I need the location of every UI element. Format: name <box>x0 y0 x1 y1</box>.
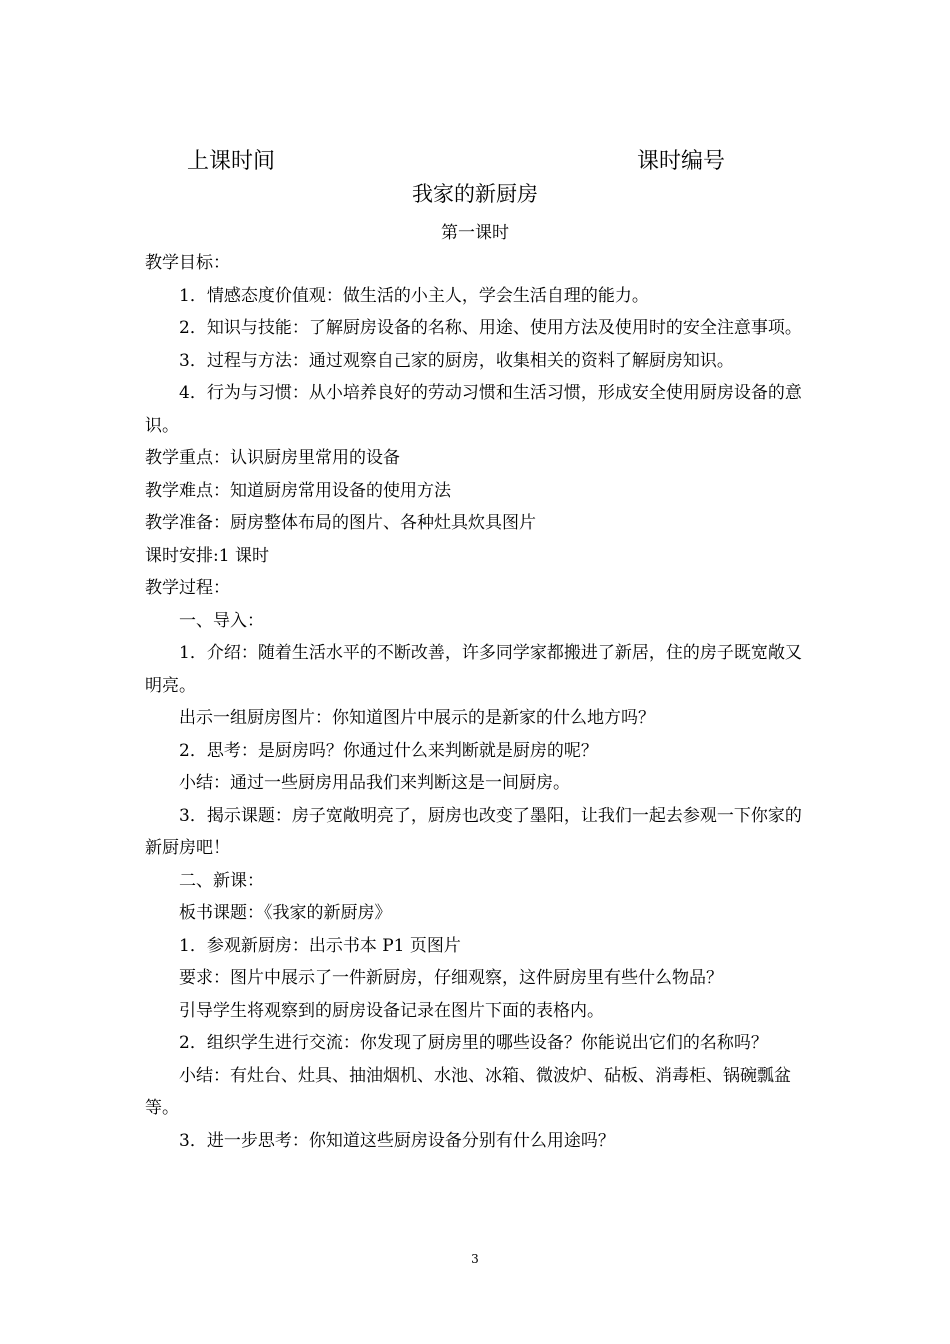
paragraph: 板书课题：《我家的新厨房》 <box>179 903 392 923</box>
document-title: 我家的新厨房 <box>412 182 538 206</box>
paragraph: 教学难点：知道厨房常用设备的使用方法 <box>145 480 451 501</box>
paragraph: 小结：有灶台、灶具、抽油烟机、水池、冰箱、微波炉、砧板、消毒柜、锅碗瓢盆等。 <box>145 1065 791 1118</box>
paragraph: 1．介绍：随着生活水平的不断改善，许多同学家都搬进了新居，住的房子既宽敞又明亮。 <box>145 643 802 696</box>
paragraph: 2．思考：是厨房吗？你通过什么来判断就是厨房的呢？ <box>179 740 598 761</box>
paragraph: 小结：通过一些厨房用品我们来判断这是一间厨房。 <box>179 773 570 793</box>
paragraph: 2．知识与技能：了解厨房设备的名称、用途、使用方法及使用时的安全注意事项。 <box>179 318 802 338</box>
lesson-number-label: 课时编号 <box>637 149 726 174</box>
paragraph: 课时安排:1 课时 <box>145 545 269 566</box>
document-body <box>145 247 809 1157</box>
paragraph: 教学过程： <box>145 578 230 598</box>
paragraph: 教学重点：认识厨房里常用的设备 <box>145 448 400 468</box>
paragraph: 引导学生将观察到的厨房设备记录在图片下面的表格内。 <box>179 1000 604 1021</box>
paragraph: 1．参观新厨房：出示书本 P1 页图片 <box>179 935 461 956</box>
class-time-label: 上课时间 <box>187 149 276 174</box>
paragraph: 教学准备：厨房整体布局的图片、各种灶具炊具图片 <box>145 513 536 533</box>
paragraph: 4．行为与习惯：从小培养良好的劳动习惯和生活习惯，形成安全使用厨房设备的意识。 <box>145 383 802 436</box>
paragraph: 出示一组厨房图片：你知道图片中展示的是新家的什么地方吗？ <box>179 708 655 728</box>
paragraph: 1．情感态度价值观：做生活的小主人，学会生活自理的能力。 <box>179 285 649 306</box>
paragraph: 一、导入： <box>179 610 264 631</box>
paragraph: 2．组织学生进行交流：你发现了厨房里的哪些设备？你能说出它们的名称吗？ <box>179 1033 768 1053</box>
paragraph: 二、新课： <box>179 870 264 891</box>
document-subtitle: 第一课时 <box>441 223 509 243</box>
page-number: 3 <box>471 1252 479 1266</box>
paragraph: 3．进一步思考：你知道这些厨房设备分别有什么用途吗？ <box>179 1130 615 1151</box>
paragraph: 3．揭示课题：房子宽敞明亮了，厨房也改变了墨阳，让我们一起去参观一下你家的新厨房吧！ <box>145 805 802 858</box>
paragraph: 教学目标： <box>145 253 230 273</box>
header-row <box>0 144 950 178</box>
paragraph: 3．过程与方法：通过观察自己家的厨房，收集相关的资料了解厨房知识。 <box>179 350 734 371</box>
paragraph: 要求：图片中展示了一件新厨房，仔细观察，这件厨房里有些什么物品？ <box>179 968 723 988</box>
